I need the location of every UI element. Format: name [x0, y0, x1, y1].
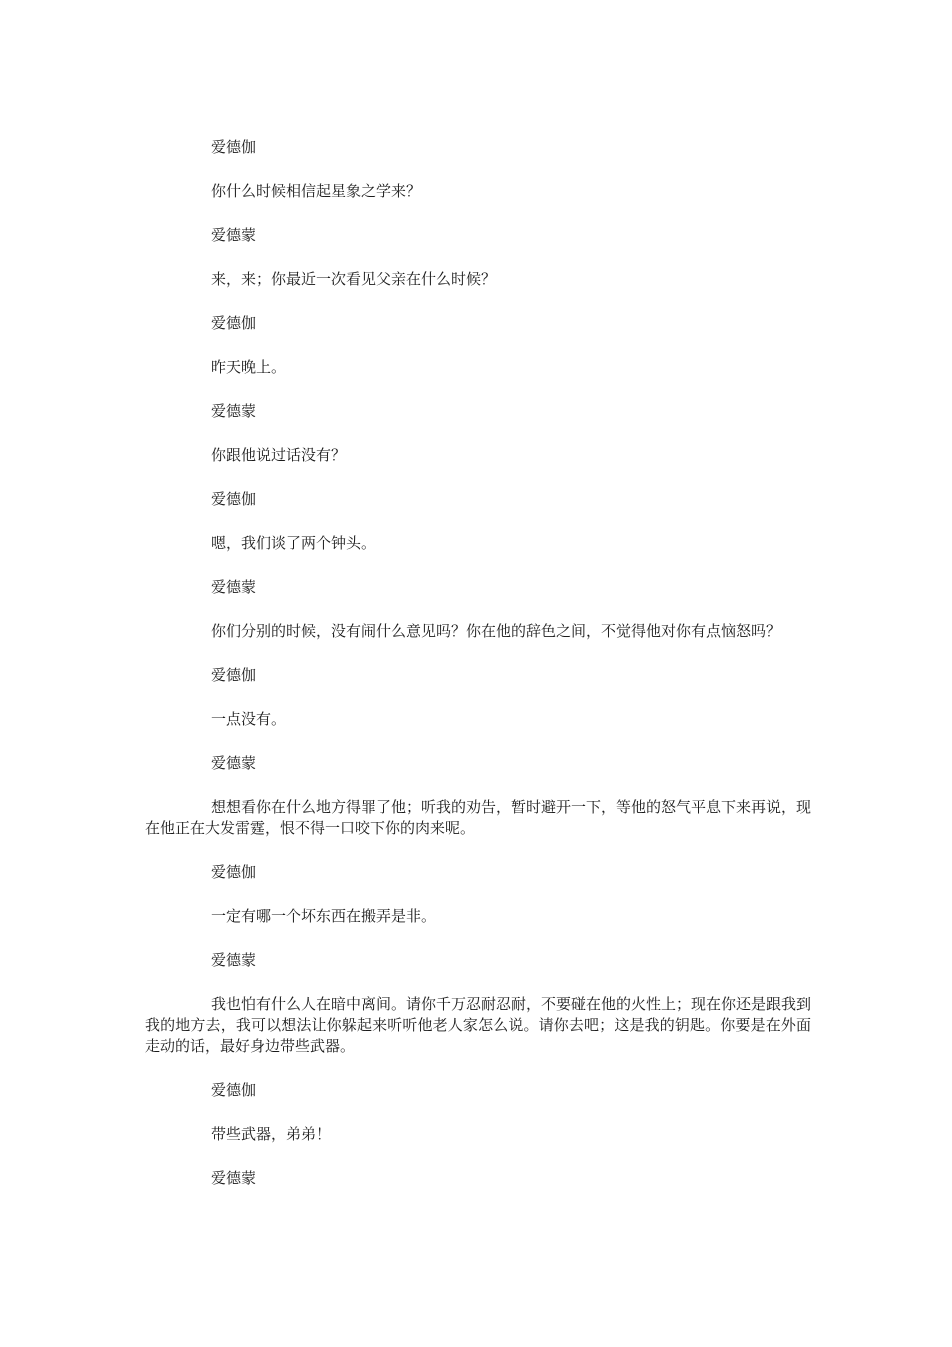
speaker-name: 爱德伽: [211, 863, 257, 881]
speaker-name: 爱德蒙: [211, 402, 257, 420]
dialogue-line: 一定有哪一个坏东西在搬弄是非。: [211, 907, 437, 925]
speaker-name: 爱德伽: [211, 138, 257, 156]
dialogue-line: 来，来；你最近一次看见父亲在什么时候？: [211, 270, 497, 288]
dialogue-line: 嗯，我们谈了两个钟头。: [211, 534, 377, 552]
speaker-name: 爱德蒙: [211, 754, 257, 772]
speaker-name: 爱德伽: [211, 490, 257, 508]
dialogue-text: [145, 137, 811, 1212]
dialogue-line: 昨天晚上。: [211, 358, 287, 376]
dialogue-line: 你什么时候相信起星象之学来？: [211, 182, 422, 200]
speaker-name: 爱德伽: [211, 666, 257, 684]
speaker-name: 爱德伽: [211, 1081, 257, 1099]
dialogue-line: 我也怕有什么人在暗中离间。请你千万忍耐忍耐，不要碰在他的火性上；现在你还是跟我到我的地方去，我可以想法让你躲起来听听他老人家怎么说。请你去吧；这是我的钥匙。你要是在外面走动的话，最好身边带些武器。: [145, 995, 812, 1055]
speaker-name: 爱德蒙: [211, 1169, 257, 1187]
speaker-name: 爱德伽: [211, 314, 257, 332]
speaker-name: 爱德蒙: [211, 951, 257, 969]
speaker-name: 爱德蒙: [211, 578, 257, 596]
dialogue-line: 想想看你在什么地方得罪了他；听我的劝告，暂时避开一下，等他的怒气平息下来再说，现在他正在大发雷霆，恨不得一口咬下你的肉来呢。: [145, 798, 812, 837]
dialogue-line: 你跟他说过话没有？: [211, 446, 347, 464]
dialogue-line: 一点没有。: [211, 710, 287, 728]
dialogue-line: 你们分别的时候，没有闹什么意见吗？你在他的辞色之间，不觉得他对你有点恼怒吗？: [211, 622, 782, 640]
dialogue-line: 带些武器，弟弟！: [211, 1125, 332, 1143]
speaker-name: 爱德蒙: [211, 226, 257, 244]
